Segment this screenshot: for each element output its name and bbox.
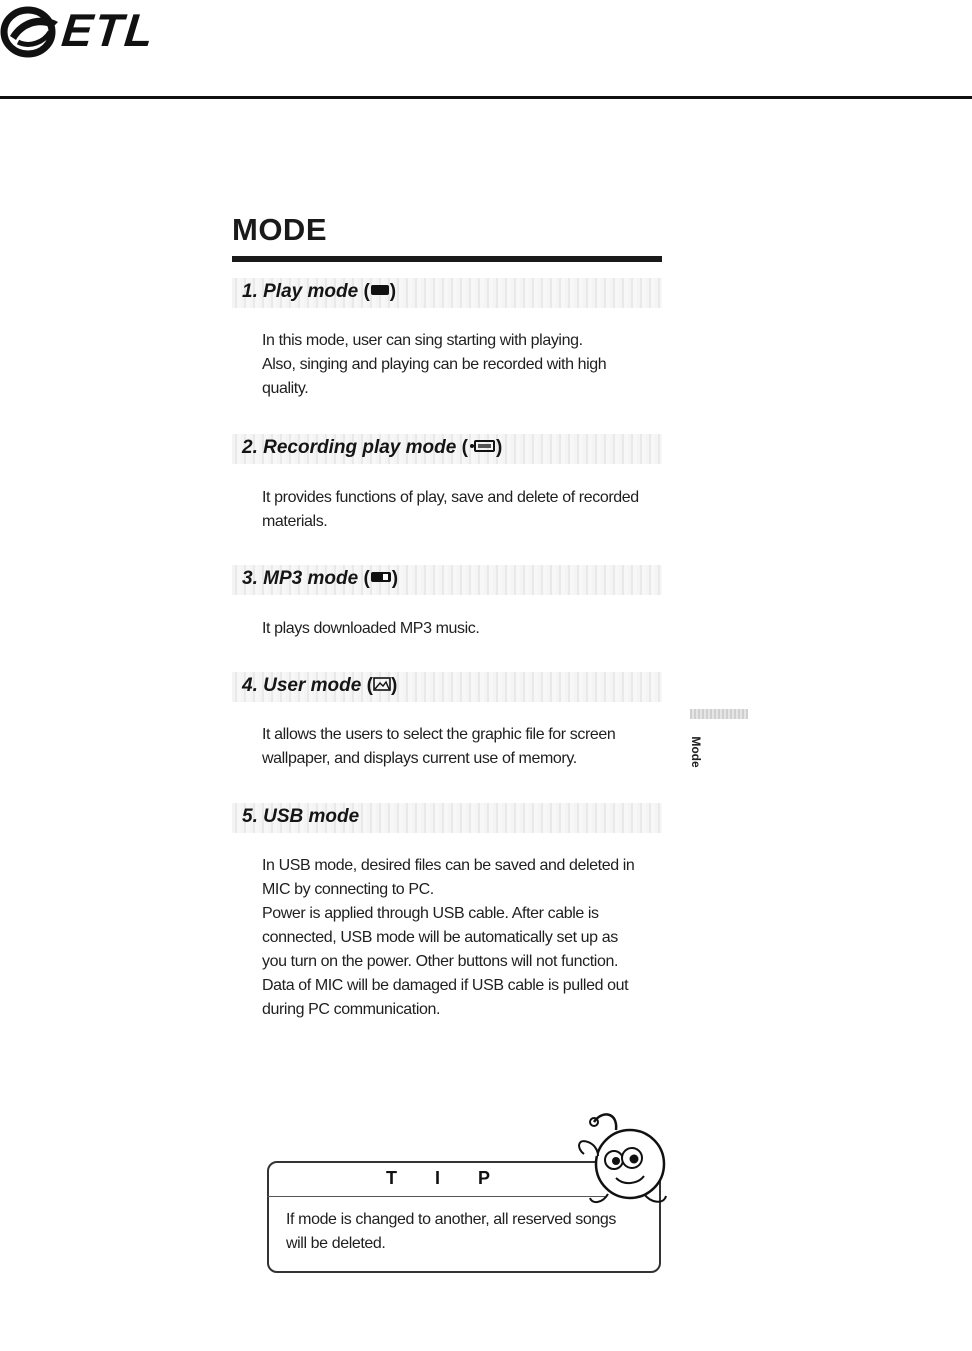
recording-mode-icon — [468, 439, 496, 453]
tip-text — [286, 1208, 646, 1256]
body-line: during PC communication. — [262, 1001, 441, 1018]
body-line: quality. — [262, 380, 309, 397]
tip-title: TIP — [386, 1168, 529, 1188]
user-mode-icon — [373, 677, 391, 691]
body-line: It provides functions of play, save and delete of recorded — [262, 489, 639, 506]
body-line: It allows the users to select the graphic file for screen — [262, 726, 616, 743]
body-line: Power is applied through USB cable. After cable is — [262, 905, 599, 922]
cartoon-mascot-icon — [572, 1108, 672, 1212]
body-line: connected, USB mode will be automatically set up as — [262, 929, 618, 946]
body-line: wallpaper, and displays current use of memory. — [262, 750, 577, 767]
section-heading-mp3-mode: 3. MP3 mode ( ) — [232, 565, 662, 595]
body-line: materials. — [262, 513, 328, 530]
body-line: It plays downloaded MP3 music. — [262, 620, 480, 637]
body-line: MIC by connecting to PC. — [262, 881, 434, 898]
section-title: 1. Play mode — [242, 281, 359, 302]
tip-line: If mode is changed to another, all reserved songs — [286, 1211, 616, 1228]
body-line: Data of MIC will be damaged if USB cable is pulled out — [262, 977, 629, 994]
section-heading-recording-play-mode: 2. Recording play mode ( ) — [232, 434, 662, 464]
section-heading-play-mode: 1. Play mode ( ) — [232, 278, 662, 308]
section-heading-usb-mode — [232, 803, 662, 833]
body-line: In USB mode, desired files can be saved and deleted in — [262, 857, 635, 874]
section-title: 2. Recording play mode — [242, 437, 457, 458]
section-body-mp3-mode — [262, 617, 672, 641]
side-tab-label: Mode — [689, 736, 703, 768]
section-body-play-mode — [262, 329, 672, 401]
body-line: Also, singing and playing can be recorded with high — [262, 356, 607, 373]
header-rule — [0, 96, 972, 99]
title-rule — [232, 256, 662, 262]
section-body-recording-play-mode — [262, 486, 672, 534]
side-tab-bar — [690, 709, 748, 719]
mp3-mode-icon — [370, 571, 392, 583]
body-line: In this mode, user can sing starting with playing. — [262, 332, 583, 349]
section-title: 4. User mode — [242, 675, 362, 696]
tip-divider — [267, 1196, 607, 1197]
brand-name: ETL — [59, 4, 158, 56]
tip-line: will be deleted. — [286, 1235, 386, 1252]
section-title: 3. MP3 mode — [242, 568, 359, 589]
section-title: 5. USB mode — [242, 806, 360, 827]
page-title: MODE — [232, 212, 327, 247]
section-heading-user-mode: 4. User mode ( ) — [232, 672, 662, 702]
body-line: you turn on the power. Other buttons will not function. — [262, 953, 619, 970]
play-mode-icon — [370, 284, 390, 296]
section-body-usb-mode — [262, 854, 672, 1022]
section-body-user-mode — [262, 723, 672, 771]
